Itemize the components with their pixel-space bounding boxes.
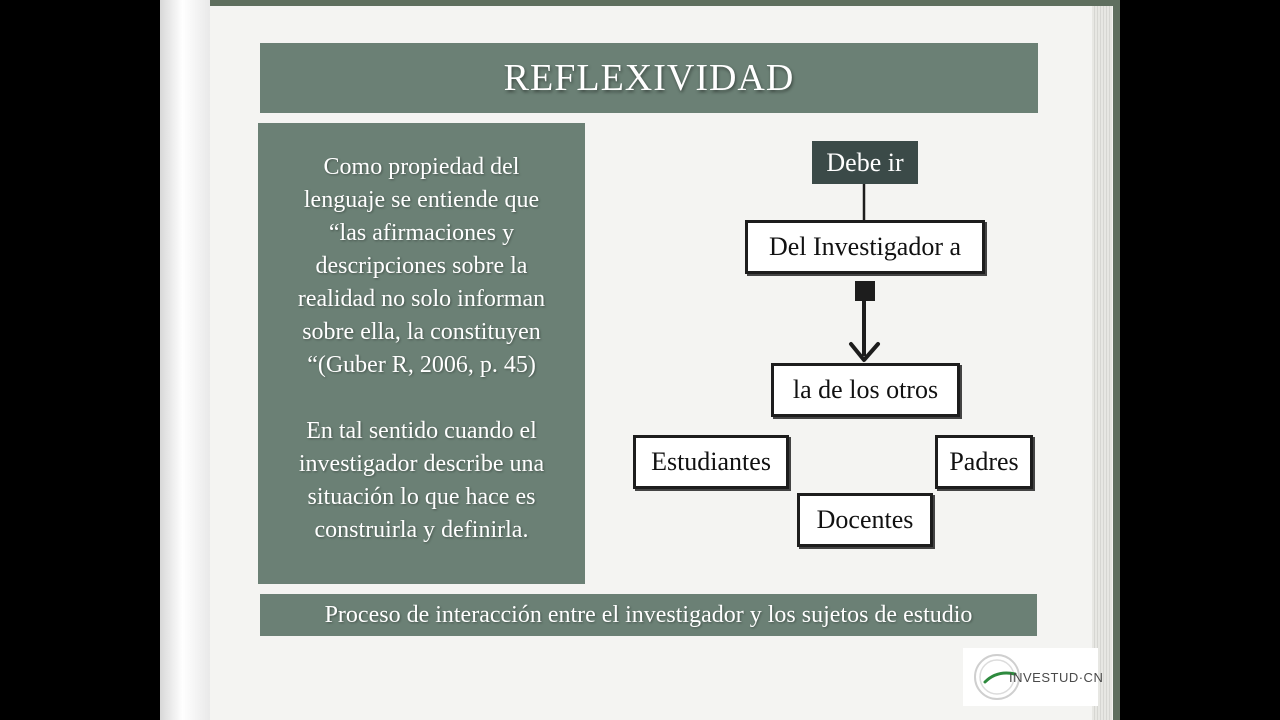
node-docentes xyxy=(797,493,933,547)
node-debe-ir xyxy=(812,141,918,184)
footer-text: Proceso de interacción entre el investigador y los sujetos de estudio xyxy=(324,601,973,628)
definition-paragraph: Como propiedad del lenguaje se entiende que “las afirmaciones y descripciones sobre la realidad no solo informan sobre ella, la constituyen “(Guber R, 2006, p. 45) xyxy=(297,154,546,378)
node-otros xyxy=(771,363,960,417)
node-docentes-label: Docentes xyxy=(816,505,914,534)
footer-banner xyxy=(260,594,1037,636)
explanation-paragraph: En tal sentido cuando el investigador describe una situación lo que hace es construirla y definirla. xyxy=(298,418,545,543)
node-padres-label: Padres xyxy=(949,447,1019,476)
node-otros-label: la de los otros xyxy=(792,375,939,404)
investud-logo xyxy=(963,648,1104,706)
node-padres xyxy=(935,435,1033,489)
logo-text: INVESTUD·CN xyxy=(1009,670,1104,685)
node-estudiantes-label: Estudiantes xyxy=(651,447,771,476)
node-investigador-label: Del Investigador a xyxy=(768,232,962,261)
node-debe-ir-label: Debe ir xyxy=(826,147,904,177)
connector-square xyxy=(855,281,875,301)
page-title: REFLEXIVIDAD xyxy=(503,57,795,99)
node-estudiantes xyxy=(633,435,789,489)
node-investigador xyxy=(745,220,985,274)
